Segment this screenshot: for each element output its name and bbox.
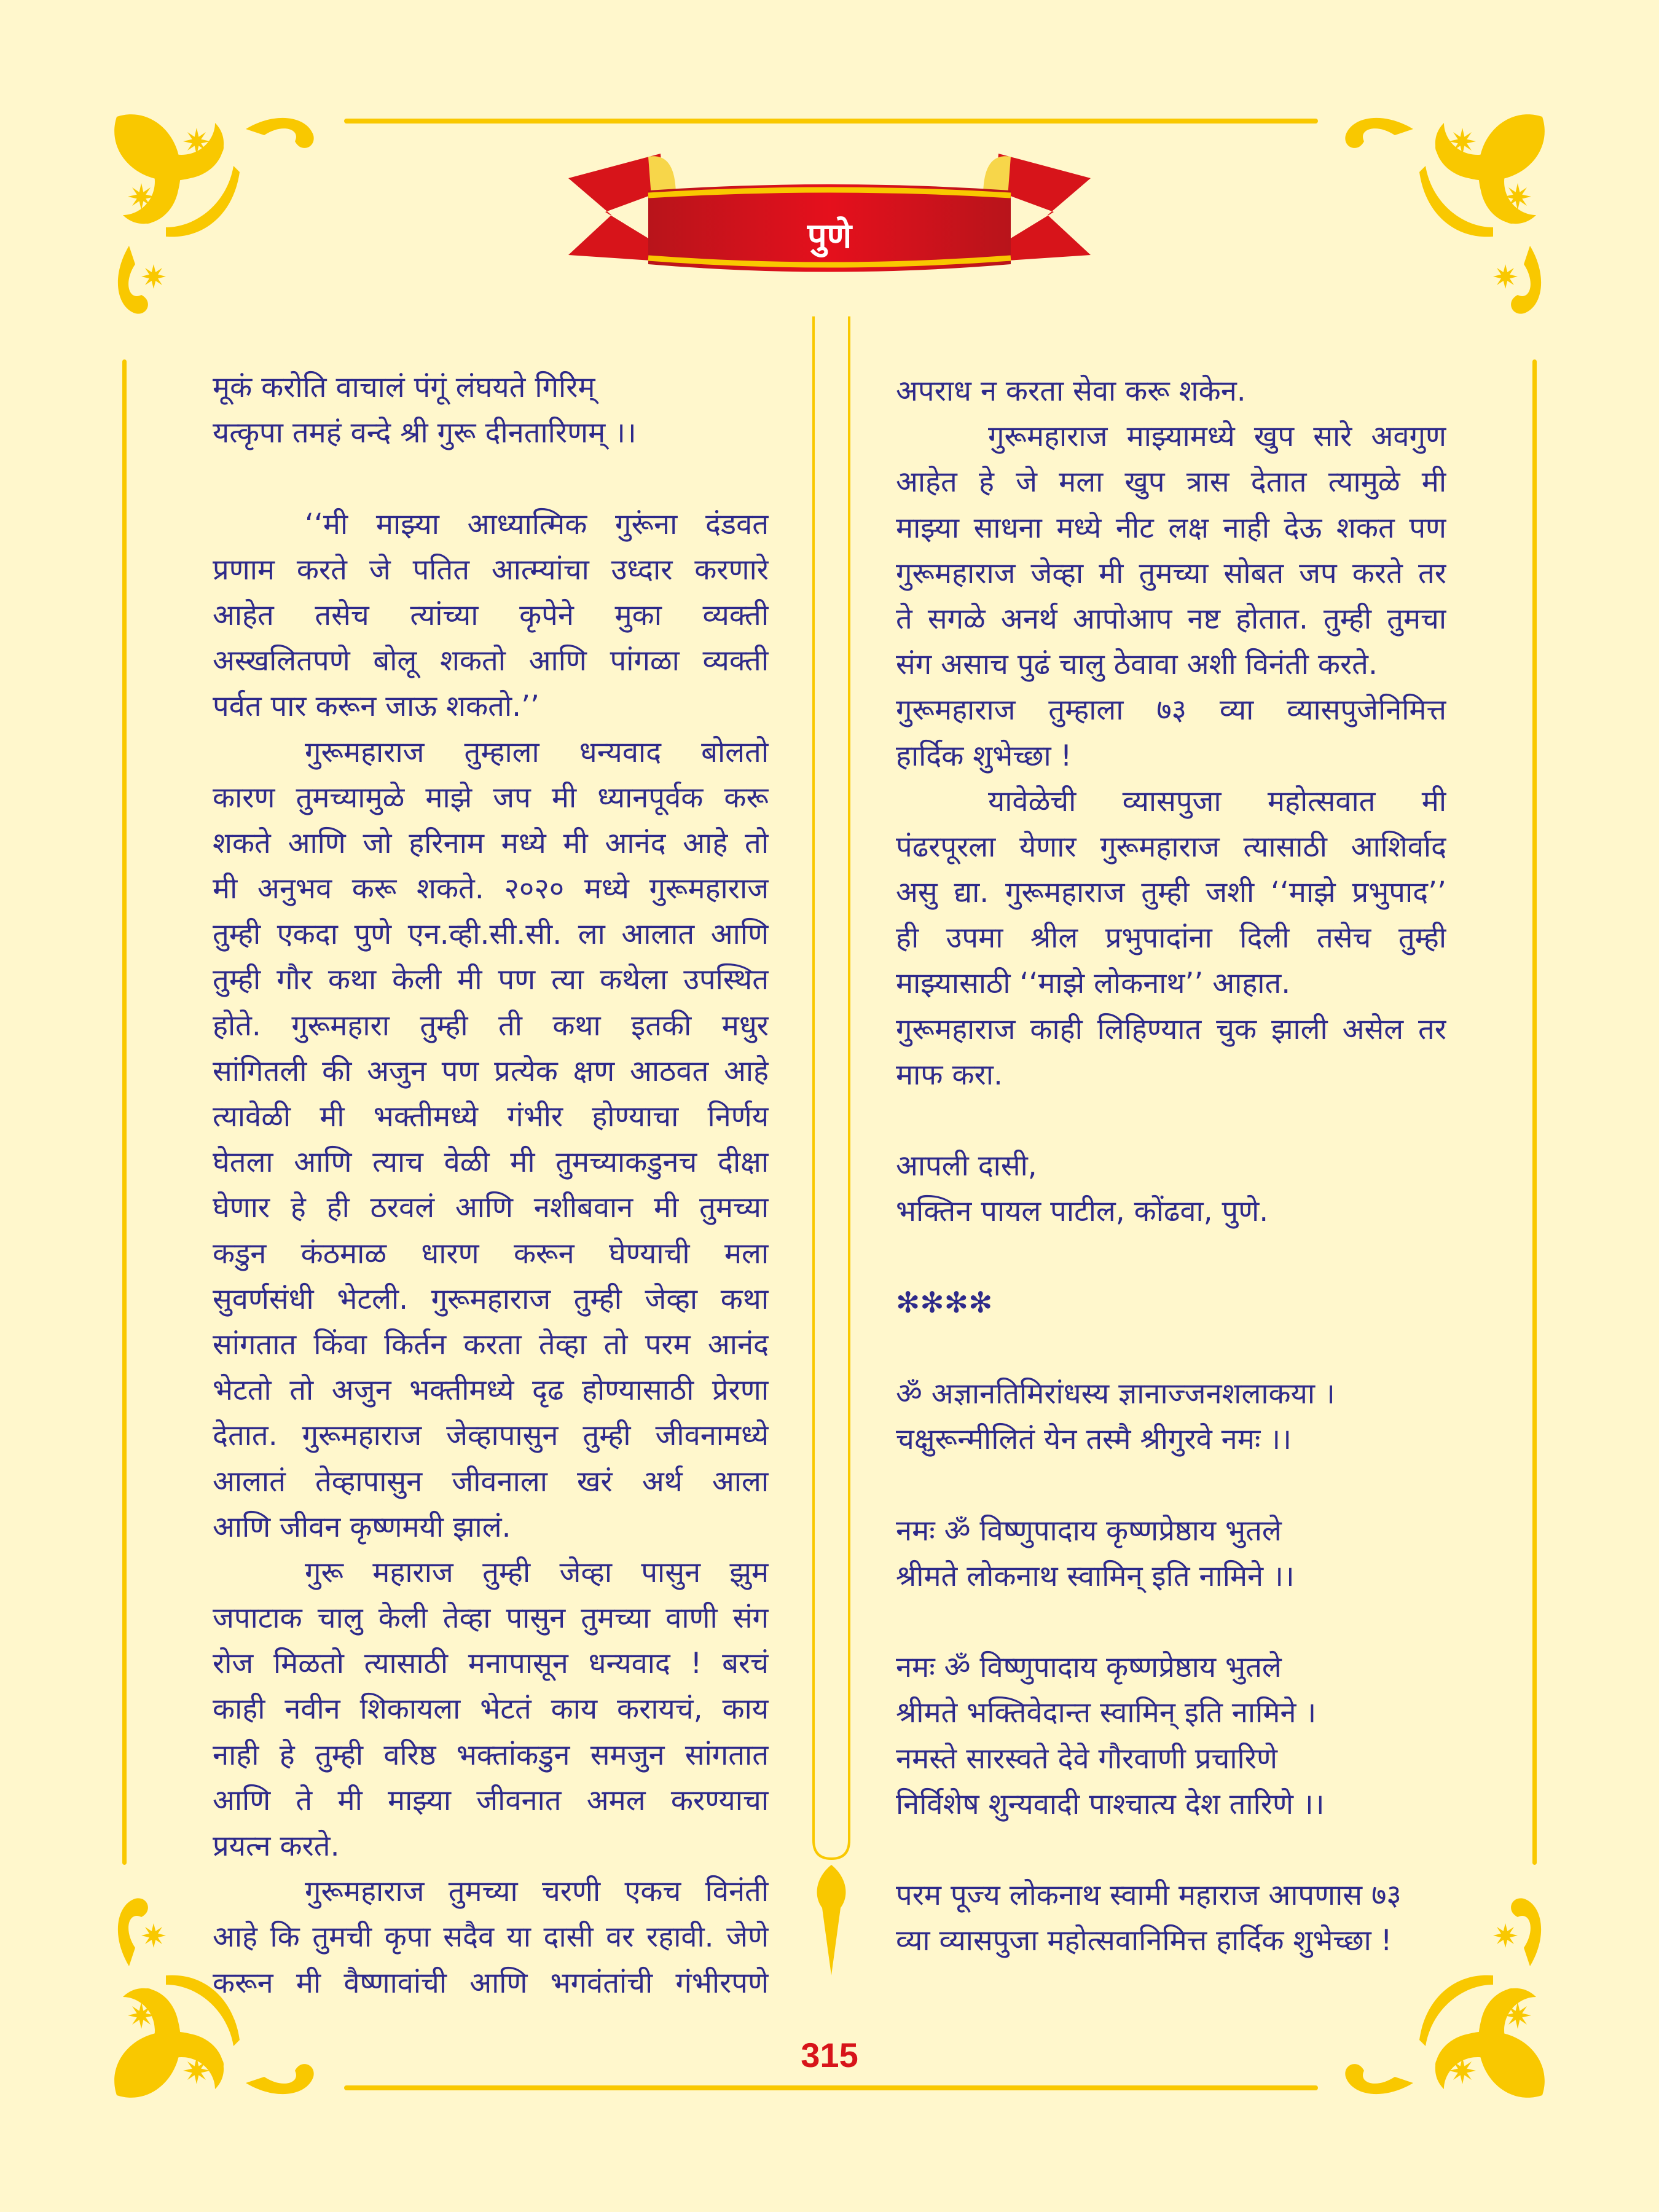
text-line: ✻✻✻✻	[896, 1285, 993, 1320]
text-line: नाही हे तुम्ही वरिष्ठ भक्तांकडुन समजुन सांगतात	[213, 1738, 769, 1772]
column-divider-icon	[810, 316, 853, 1988]
text-line	[896, 1235, 1446, 1281]
bottom-border-line	[344, 2085, 1318, 2090]
text-line: प्रणाम करते जे पतित आत्म्यांचा उध्दार करणारे	[213, 552, 769, 587]
text-line: माझ्या साधना मध्ये नीट लक्ष नाही देऊ शकत पण	[896, 511, 1446, 545]
text-line: निर्विशेष शुन्यवादी पाश्चात्य देश तारिणे ।।	[896, 1787, 1325, 1821]
text-line: यावेळेची व्यासपुजा महोत्सवात मी	[988, 784, 1446, 818]
text-line: ते सगळे अनर्थ आपोआप नष्ट होतात. तुम्ही तुमचा	[896, 602, 1446, 636]
text-line: गुरूमहाराज तुम्हाला ७३ व्या व्यासपुजेनिमित्त	[896, 693, 1446, 728]
text-line: पंढरपूरला येणार गुरूमहाराज त्यासाठी आशिर्वाद	[896, 830, 1446, 864]
text-line: कारण तुमच्यामुळे माझे जप मी ध्यानपूर्वक करू	[213, 780, 769, 815]
text-line: करून मी वैष्णावांची आणि भगवंतांची गंभीरपणे	[213, 1966, 769, 2000]
text-line: मी अनुभव करू शकते. २०२० मध्ये गुरूमहाराज	[213, 872, 769, 906]
text-line: हार्दिक शुभेच्छा !	[896, 739, 1072, 773]
corner-ornament-top-right-icon	[1309, 104, 1555, 350]
text-line: गुरूमहाराज माझ्यामध्ये खुप सारे अवगुण	[988, 420, 1446, 454]
text-line: घेणार हे ही ठरवलं आणि नशीबवान मी तुमच्या	[213, 1191, 769, 1225]
text-line: तुम्ही एकदा पुणे एन.व्ही.सी.सी. ला आलात आणि	[213, 917, 769, 952]
text-line: आपली दासी,	[896, 1149, 1037, 1183]
corner-ornament-top-left-icon	[104, 104, 350, 350]
paragraph	[213, 502, 769, 730]
blank-line	[896, 1599, 1446, 1645]
text-line: व्या व्यासपुजा महोत्सवानिमित्त हार्दिक शुभेच्छा !	[896, 1924, 1392, 1958]
text-line: आहेत हे जे मला खुप त्रास देतात त्यामुळे मी	[896, 465, 1446, 500]
blank-line	[896, 1827, 1446, 1873]
text-line: ॐ अज्ञानतिमिरांधस्य ज्ञानाज्जनशलाकया ।	[896, 1377, 1335, 1411]
text-line: संग असाच पुढं चालु ठेवावा अशी विनंती करते.	[896, 648, 1378, 682]
verse-block	[896, 1508, 1446, 1599]
verse-block	[896, 1143, 1446, 1234]
text-line	[896, 1599, 1446, 1645]
page-title: पुणे	[807, 216, 852, 256]
text-line: जपाटाक चालु केली तेव्हा पासुन तुमच्या वाणी संग	[213, 1601, 769, 1636]
text-line: नमः ॐ विष्णुपादाय कृष्णप्रेष्ठाय भुतले	[896, 1650, 1282, 1685]
blank-line	[896, 1463, 1446, 1508]
text-line	[213, 456, 769, 501]
text-line: गुरू महाराज तुम्ही जेव्हा पासुन झुम	[305, 1555, 769, 1590]
verse-block	[896, 1873, 1446, 1964]
text-line: पर्वत पार करून जाऊ शकतो.’’	[213, 689, 539, 724]
text-line: आहेत तसेच त्यांच्या कृपेने मुका व्यक्ती	[213, 598, 769, 632]
text-line: आणि ते मी माझ्या जीवनात अमल करण्याचा	[213, 1783, 769, 1818]
text-line: ही उपमा श्रील प्रभुपादांना दिली तसेच तुम्ही	[896, 921, 1446, 955]
paragraph	[896, 369, 1446, 414]
text-line: कडुन कंठमाळ धारण करून घेण्याची मला	[213, 1236, 769, 1271]
text-line: आहे कि तुमची कृपा सदैव या दासी वर रहावी. जेणे	[213, 1920, 769, 1955]
page-number: 315	[801, 2036, 858, 2074]
top-border-line	[344, 119, 1318, 124]
verse-block	[896, 1281, 1446, 1326]
paragraph	[213, 1550, 769, 1869]
verse-block	[213, 365, 769, 456]
paragraph	[896, 414, 1446, 688]
text-line: गुरूमहाराज तुम्हाला धन्यवाद बोलतो	[305, 735, 769, 769]
text-line: सांगितली की अजुन पण प्रत्येक क्षण आठवत आहे	[213, 1054, 769, 1088]
text-line: श्रीमते भक्तिवेदान्त स्वामिन् इति नामिने ।	[896, 1696, 1317, 1730]
text-line: चक्षुरून्मीलितं येन तस्मै श्रीगुरवे नमः ।।	[896, 1422, 1292, 1457]
text-line: नमः ॐ विष्णुपादाय कृष्णप्रेष्ठाय भुतले	[896, 1513, 1282, 1548]
text-line: आलातं तेव्हापासुन जीवनाला खरं अर्थ आला	[213, 1464, 769, 1499]
text-line: त्यावेळी मी भक्तीमध्ये गंभीर होण्याचा निर्णय	[213, 1100, 769, 1134]
text-line: यत्कृपा तमहं वन्दे श्री गुरू दीनतारिणम् ।।	[213, 416, 637, 450]
text-line: गुरूमहाराज जेव्हा मी तुमच्या सोबत जप करते तर	[896, 556, 1446, 590]
right-text-column	[896, 369, 1446, 1964]
text-line: माझ्यासाठी ‘‘माझे लोकनाथ’’ आहात.	[896, 967, 1291, 1001]
text-line	[896, 1326, 1446, 1371]
text-line: मूकं करोति वाचालं पंगूं लंघयते गिरिम्	[213, 371, 595, 404]
text-line: असु द्या. गुरूमहाराज तुम्ही जशी ‘‘माझे प्रभुपाद’’	[896, 876, 1446, 910]
text-line: नमस्ते सारस्वते देवे गौरवाणी प्रचारिणे	[896, 1741, 1277, 1776]
text-line	[896, 1098, 1446, 1143]
text-line: सुवर्णसंधी भेटली. गुरूमहाराज तुम्ही जेव्हा कथा	[213, 1282, 769, 1316]
text-line: श्रीमते लोकनाथ स्वामिन् इति नामिने ।।	[896, 1559, 1295, 1593]
left-border-line	[122, 359, 127, 1865]
text-line: काही नवीन शिकायला भेटतं काय करायचं, काय	[213, 1692, 769, 1727]
text-line: भक्तिन पायल पाटील, कोंढवा, पुणे.	[896, 1194, 1269, 1229]
text-line: होते. गुरूमहारा तुम्ही ती कथा इतकी मधुर	[213, 1008, 769, 1043]
left-text-column	[213, 365, 769, 2006]
blank-line	[896, 1098, 1446, 1143]
text-line	[896, 1827, 1446, 1873]
blank-line	[213, 456, 769, 501]
text-line	[896, 1463, 1446, 1508]
text-line: अस्खलितपणे बोलू शकतो आणि पांगळा व्यक्ती	[213, 644, 769, 678]
text-line: ‘‘मी माझ्या आध्यात्मिक गुरूंना दंडवत	[305, 507, 769, 541]
right-border-line	[1532, 359, 1537, 1865]
text-line: अपराध न करता सेवा करू शकेन.	[896, 374, 1246, 408]
paragraph	[213, 1869, 769, 2006]
text-line: सांगतात किंवा किर्तन करता तेव्हा तो परम आनंद	[213, 1327, 769, 1362]
text-line: भेटतो तो अजुन भक्तीमध्ये दृढ होण्यासाठी प्रेरणा	[213, 1373, 769, 1408]
blank-line	[896, 1326, 1446, 1371]
paragraph	[896, 779, 1446, 1007]
text-line: प्रयत्न करते.	[213, 1829, 340, 1863]
text-line: रोज मिळतो त्यासाठी मनापासून धन्यवाद ! बरचं	[213, 1647, 769, 1681]
text-line: माफ करा.	[896, 1057, 1003, 1092]
text-line: आणि जीवन कृष्णमयी झालं.	[213, 1510, 511, 1544]
text-line: परम पूज्य लोकनाथ स्वामी महाराज आपणास ७३	[896, 1878, 1402, 1913]
verse-block	[896, 1371, 1446, 1462]
verse-block	[896, 1645, 1446, 1827]
text-line: देतात. गुरूमहाराज जेव्हापासुन तुम्ही जीवनामध्ये	[213, 1419, 769, 1453]
paragraph	[896, 1007, 1446, 1098]
text-line: शकते आणि जो हरिनाम मध्ये मी आनंद आहे तो	[213, 826, 769, 860]
text-line: तुम्ही गौर कथा केली मी पण त्या कथेला उपस्थित	[213, 963, 769, 997]
text-line: गुरूमहाराज काही लिहिण्यात चुक झाली असेल तर	[896, 1012, 1446, 1046]
text-line: गुरूमहाराज तुमच्या चरणी एकच विनंती	[305, 1875, 769, 1909]
paragraph	[896, 688, 1446, 779]
paragraph	[213, 730, 769, 1550]
text-line: घेतला आणि त्याच वेळी मी तुमच्याकडुनच दीक्षा	[213, 1145, 769, 1180]
blank-line	[896, 1235, 1446, 1281]
